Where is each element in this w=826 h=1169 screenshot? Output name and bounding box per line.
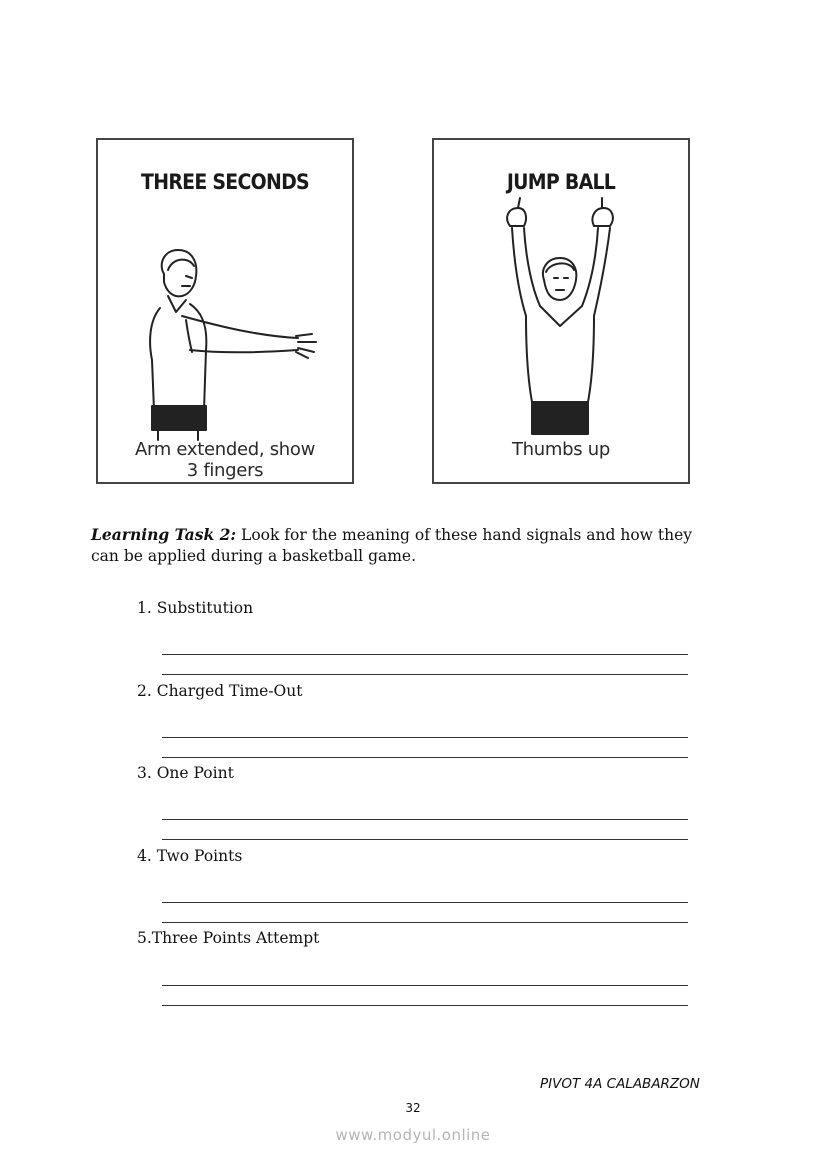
question-item: 5.Three Points Attempt [137,929,320,947]
referee-thumbs-up-illustration [434,140,688,482]
question-item: 2. Charged Time-Out [137,682,303,700]
task-text: Look for the meaning of these hand signals and how they can be applied during a basketball game. [91,526,693,565]
card-title: JUMP BALL [506,170,616,194]
answer-line[interactable] [162,737,688,738]
question-item: 1. Substitution [137,599,254,617]
signal-card-three-seconds [96,138,354,484]
answer-line[interactable] [162,902,688,903]
card-title: THREE SECONDS [141,170,309,194]
learning-task-instructions [91,524,705,567]
answer-line[interactable] [162,1005,688,1006]
card-caption: Arm extended, show 3 fingers [134,439,316,481]
signal-card-jump-ball [432,138,690,484]
answer-line[interactable] [162,674,688,675]
answer-line[interactable] [162,985,688,986]
answer-line[interactable] [162,922,688,923]
answer-line[interactable] [162,819,688,820]
answer-line[interactable] [162,654,688,655]
answer-line[interactable] [162,757,688,758]
question-item: 4. Two Points [137,847,243,865]
footer-brand: PIVOT 4A CALABARZON [540,1076,700,1092]
task-label: Learning Task 2: [91,525,237,544]
answer-line[interactable] [162,839,688,840]
card-caption: Thumbs up [511,439,610,460]
watermark: www.modyul.online [335,1126,491,1144]
page-number: 32 [405,1101,421,1115]
referee-arm-extended-illustration [98,140,352,482]
question-item: 3. One Point [137,764,234,782]
